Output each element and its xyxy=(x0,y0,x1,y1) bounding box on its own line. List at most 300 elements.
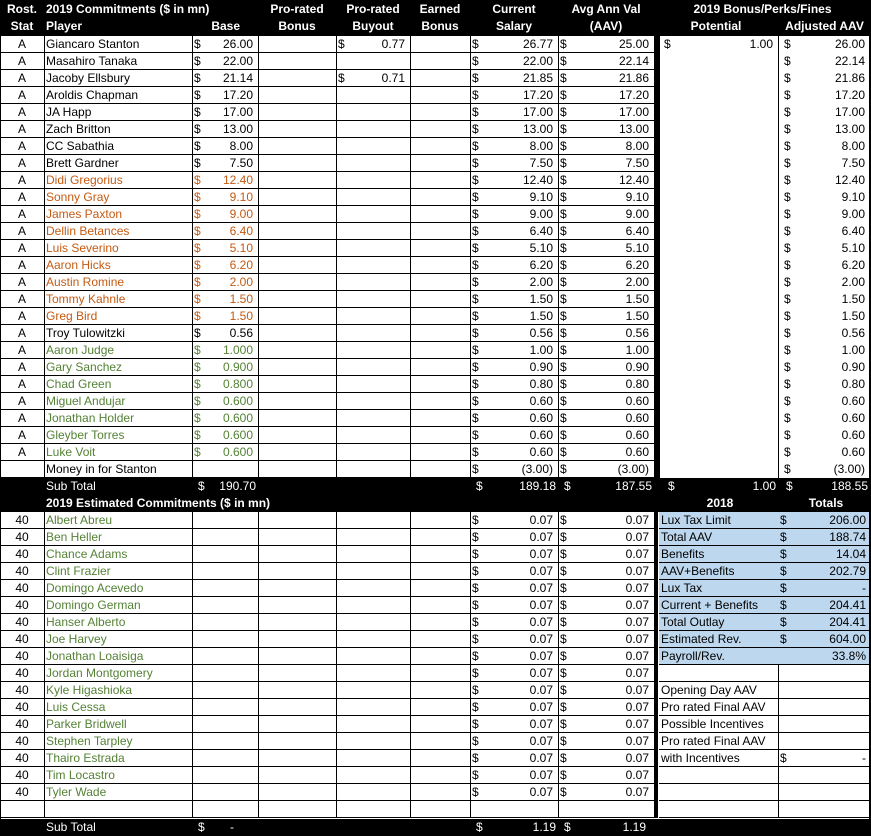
subtotal-2-base: - xyxy=(230,820,234,834)
summary-dollar-sign: $ xyxy=(780,751,787,765)
player-name[interactable]: Albert Abreu xyxy=(46,513,113,527)
subtotal-1-base-dollar: $ xyxy=(198,479,205,493)
aav-value: 0.56 xyxy=(625,326,649,340)
adjusted-aav-value: 0.60 xyxy=(841,394,865,408)
current-salary-value: (3.00) xyxy=(521,462,553,476)
aav-value: 6.20 xyxy=(625,258,649,272)
subtotal-2-aav: 1.19 xyxy=(622,820,646,834)
adj-dollar-sign: $ xyxy=(784,190,791,204)
player-name[interactable]: Giancaro Stanton xyxy=(46,37,140,51)
player-name[interactable]: Tommy Kahnle xyxy=(46,292,126,306)
current-salary-value: 5.10 xyxy=(529,241,553,255)
player-name[interactable]: CC Sabathia xyxy=(46,139,115,153)
aav-dollar-sign: $ xyxy=(560,37,567,51)
aav-value: 5.10 xyxy=(625,241,649,255)
base-dollar-sign: $ xyxy=(194,258,201,272)
summary-value: 204.41 xyxy=(792,614,869,631)
current-salary-value: 0.60 xyxy=(529,445,553,459)
header-adjusted-aav: Adjusted AAV xyxy=(785,19,864,33)
section2-totals: Totals xyxy=(808,496,844,510)
aav-dollar-sign: $ xyxy=(560,530,567,544)
base-dollar-sign: $ xyxy=(194,37,201,51)
aav-dollar-sign: $ xyxy=(560,241,567,255)
player-name[interactable]: Hanser Alberto xyxy=(46,615,126,629)
base-value: 12.40 xyxy=(222,173,253,187)
subtotal-1-aav: 187.55 xyxy=(615,479,652,493)
player-name[interactable]: Jordan Montgomery xyxy=(46,666,153,680)
base-value: 0.900 xyxy=(222,360,253,374)
current-salary-value: 0.07 xyxy=(529,632,553,646)
adjusted-aav-value: 21.86 xyxy=(834,71,865,85)
salary-dollar-sign: $ xyxy=(472,292,479,306)
buyout-dollar-sign: $ xyxy=(338,71,345,85)
aav-value: 12.40 xyxy=(618,173,649,187)
subtotal-2-base-dollar: $ xyxy=(198,820,205,834)
aav-value: 0.07 xyxy=(625,649,649,663)
adj-dollar-sign: $ xyxy=(784,411,791,425)
player-name[interactable]: Money in for Stanton xyxy=(46,462,157,476)
aav-value: 8.00 xyxy=(625,139,649,153)
player-name[interactable]: Gleyber Torres xyxy=(46,428,125,442)
salary-dollar-sign: $ xyxy=(472,173,479,187)
summary-value: 14.04 xyxy=(792,546,869,563)
salary-dollar-sign: $ xyxy=(472,683,479,697)
adj-dollar-sign: $ xyxy=(784,343,791,357)
header-salary: Salary xyxy=(495,19,533,33)
current-salary-value: 8.00 xyxy=(529,139,553,153)
aav-value: 0.07 xyxy=(625,785,649,799)
aav-dollar-sign: $ xyxy=(560,632,567,646)
summary-dollar-sign: $ xyxy=(778,597,792,614)
player-name[interactable]: Austin Romine xyxy=(46,275,125,289)
adjusted-aav-value: 8.00 xyxy=(841,139,865,153)
aav-value: 0.07 xyxy=(625,632,649,646)
player-name[interactable]: JA Happ xyxy=(46,105,92,119)
summary-dollar-sign xyxy=(778,733,792,750)
right-separator xyxy=(654,36,659,512)
player-name[interactable]: Jonathan Loaisiga xyxy=(46,649,144,663)
subtotal-1-adj-dollar: $ xyxy=(786,479,793,493)
player-name[interactable]: Gary Sanchez xyxy=(46,360,123,374)
aav-value: 0.07 xyxy=(625,598,649,612)
aav-value: 25.00 xyxy=(618,37,649,51)
column-rule xyxy=(778,36,779,478)
salary-dollar-sign: $ xyxy=(472,768,479,782)
adj-dollar-sign: $ xyxy=(784,88,791,102)
base-value: 9.10 xyxy=(229,190,253,204)
salary-dollar-sign: $ xyxy=(472,105,479,119)
header-potential: Potential xyxy=(690,19,742,33)
aav-dollar-sign: $ xyxy=(560,717,567,731)
adjusted-aav-value: 0.60 xyxy=(841,445,865,459)
base-value: 8.00 xyxy=(229,139,253,153)
adj-dollar-sign: $ xyxy=(784,241,791,255)
base-value: 26.00 xyxy=(222,37,253,51)
base-dollar-sign: $ xyxy=(194,377,201,391)
roster-stat: A xyxy=(17,275,26,289)
player-name[interactable]: Miguel Andujar xyxy=(46,394,126,408)
base-value: 17.00 xyxy=(222,105,253,119)
aav-value: 0.07 xyxy=(625,734,649,748)
salary-dollar-sign: $ xyxy=(472,615,479,629)
roster-stat: A xyxy=(17,241,26,255)
roster-stat: A xyxy=(17,173,26,187)
salary-dollar-sign: $ xyxy=(472,343,479,357)
summary-value xyxy=(792,716,869,733)
left-edge-rule xyxy=(0,36,1,836)
player-name[interactable]: Domingo Acevedo xyxy=(46,581,144,595)
adjusted-aav-value: 1.00 xyxy=(841,343,865,357)
roster-stat: 40 xyxy=(15,649,29,663)
base-dollar-sign: $ xyxy=(194,428,201,442)
current-salary-value: 0.07 xyxy=(529,530,553,544)
aav-dollar-sign: $ xyxy=(560,207,567,221)
aav-dollar-sign: $ xyxy=(560,156,567,170)
player-name[interactable]: Jacoby Ellsbury xyxy=(46,71,131,85)
adjusted-aav-value: 17.20 xyxy=(834,88,865,102)
summary-separator xyxy=(654,512,658,818)
player-name[interactable]: Aaron Hicks xyxy=(46,258,111,272)
salary-dollar-sign: $ xyxy=(472,649,479,663)
aav-value: 0.07 xyxy=(625,666,649,680)
summary-dollar-sign xyxy=(778,648,792,665)
player-name[interactable]: Luis Severino xyxy=(46,241,119,255)
current-salary-value: 17.20 xyxy=(522,88,553,102)
summary-value xyxy=(792,699,869,716)
summary-label: Pro rated Final AAV xyxy=(661,734,766,748)
salary-dollar-sign: $ xyxy=(472,377,479,391)
summary-label: Total Outlay xyxy=(659,614,778,631)
current-salary-value: 0.07 xyxy=(529,734,553,748)
adjusted-aav-value: 1.50 xyxy=(841,309,865,323)
adjusted-aav-value: 0.60 xyxy=(841,411,865,425)
player-name[interactable]: Troy Tulowitzki xyxy=(46,326,125,340)
summary-dollar-sign: $ xyxy=(778,631,792,648)
adj-dollar-sign: $ xyxy=(784,105,791,119)
aav-value: 2.00 xyxy=(625,275,649,289)
roster-stat: 40 xyxy=(15,700,29,714)
summary-label xyxy=(659,801,778,818)
salary-dollar-sign: $ xyxy=(472,751,479,765)
subtotal-1-adj: 188.55 xyxy=(831,479,868,493)
header-prorated-1: Pro-rated xyxy=(270,2,324,16)
current-salary-value: 0.07 xyxy=(529,598,553,612)
row-rule xyxy=(0,817,654,818)
aav-dollar-sign: $ xyxy=(560,71,567,85)
summary-dollar-sign xyxy=(778,665,792,682)
roster-stat: 40 xyxy=(15,666,29,680)
current-salary-value: 21.85 xyxy=(522,71,553,85)
summary-dollar-sign: $ xyxy=(778,614,792,631)
aav-value: 0.07 xyxy=(625,581,649,595)
salary-dollar-sign: $ xyxy=(472,700,479,714)
player-name[interactable]: Stephen Tarpley xyxy=(46,734,133,748)
adjusted-aav-value: 26.00 xyxy=(834,37,865,51)
column-rule xyxy=(410,512,411,818)
current-salary-value: 0.07 xyxy=(529,649,553,663)
salary-dollar-sign: $ xyxy=(472,156,479,170)
salary-dollar-sign: $ xyxy=(472,241,479,255)
aav-dollar-sign: $ xyxy=(560,649,567,663)
summary-label: Lux Tax Limit xyxy=(659,512,778,529)
player-name[interactable]: Tim Locastro xyxy=(46,768,115,782)
subtotal-2-label: Sub Total xyxy=(46,820,96,834)
summary-value: - xyxy=(862,751,866,765)
base-dollar-sign: $ xyxy=(194,88,201,102)
roster-stat: A xyxy=(17,428,26,442)
roster-stat: 40 xyxy=(15,717,29,731)
roster-stat: A xyxy=(17,377,26,391)
aav-value: 0.07 xyxy=(625,683,649,697)
base-dollar-sign: $ xyxy=(194,173,201,187)
salary-dollar-sign: $ xyxy=(472,411,479,425)
summary-dollar-sign xyxy=(778,801,792,818)
adj-dollar-sign: $ xyxy=(784,224,791,238)
base-value: 2.00 xyxy=(229,275,253,289)
base-value: 5.10 xyxy=(229,241,253,255)
player-name[interactable]: Aroldis Chapman xyxy=(46,88,139,102)
player-name[interactable]: Brett Gardner xyxy=(46,156,119,170)
adj-dollar-sign: $ xyxy=(784,377,791,391)
current-salary-value: 1.50 xyxy=(529,292,553,306)
roster-stat: 40 xyxy=(15,632,29,646)
aav-value: 0.60 xyxy=(625,394,649,408)
adj-dollar-sign: $ xyxy=(784,54,791,68)
aav-dollar-sign: $ xyxy=(560,139,567,153)
player-name[interactable]: Sonny Gray xyxy=(46,190,110,204)
adj-dollar-sign: $ xyxy=(784,173,791,187)
current-salary-value: 0.07 xyxy=(529,751,553,765)
summary-label: AAV+Benefits xyxy=(659,563,778,580)
subtotal-1-salary-dollar: $ xyxy=(476,479,483,493)
summary-label: with Incentives xyxy=(661,751,740,765)
roster-stat: A xyxy=(17,445,26,459)
aav-value: 7.50 xyxy=(625,156,649,170)
base-dollar-sign: $ xyxy=(194,326,201,340)
subtotal-row-1 xyxy=(0,478,871,495)
summary-dollar-sign xyxy=(778,784,792,801)
adj-dollar-sign: $ xyxy=(784,156,791,170)
current-salary-value: 2.00 xyxy=(529,275,553,289)
aav-dollar-sign: $ xyxy=(560,343,567,357)
salary-dollar-sign: $ xyxy=(472,734,479,748)
summary-label xyxy=(659,784,778,801)
summary-label: Lux Tax xyxy=(659,580,778,597)
subtotal-1-label: Sub Total xyxy=(46,479,96,493)
roster-stat: A xyxy=(17,139,26,153)
roster-stat: A xyxy=(17,105,26,119)
salary-dollar-sign: $ xyxy=(472,122,479,136)
aav-dollar-sign: $ xyxy=(560,700,567,714)
aav-value: 0.80 xyxy=(625,377,649,391)
aav-dollar-sign: $ xyxy=(560,547,567,561)
player-name[interactable]: Aaron Judge xyxy=(46,343,115,357)
aav-dollar-sign: $ xyxy=(560,445,567,459)
player-name[interactable]: Dellin Betances xyxy=(46,224,130,238)
salary-dollar-sign: $ xyxy=(472,394,479,408)
section2-year: 2018 xyxy=(706,496,734,510)
aav-dollar-sign: $ xyxy=(560,513,567,527)
aav-value: 0.07 xyxy=(625,751,649,765)
base-value: 6.20 xyxy=(229,258,253,272)
player-name[interactable]: Clint Frazier xyxy=(46,564,111,578)
adjusted-aav-value: 0.60 xyxy=(841,428,865,442)
base-dollar-sign: $ xyxy=(194,275,201,289)
base-dollar-sign: $ xyxy=(194,411,201,425)
current-salary-value: 12.40 xyxy=(522,173,553,187)
current-salary-value: 0.56 xyxy=(529,326,553,340)
roster-stat: A xyxy=(17,54,26,68)
summary-value: 188.74 xyxy=(792,529,869,546)
roster-stat xyxy=(0,461,44,478)
summary-value xyxy=(792,665,869,682)
player-name[interactable]: Tyler Wade xyxy=(46,785,107,799)
aav-dollar-sign: $ xyxy=(560,292,567,306)
aav-dollar-sign: $ xyxy=(560,54,567,68)
adj-dollar-sign: $ xyxy=(784,139,791,153)
aav-value: 0.07 xyxy=(625,768,649,782)
current-salary-value: 0.07 xyxy=(529,666,553,680)
base-value: 0.56 xyxy=(229,326,253,340)
player-name[interactable]: Domingo German xyxy=(46,598,141,612)
buyout-dollar-sign: $ xyxy=(338,37,345,51)
salary-dollar-sign: $ xyxy=(472,717,479,731)
player-name[interactable]: Chad Green xyxy=(46,377,112,391)
aav-dollar-sign: $ xyxy=(560,258,567,272)
current-salary-value: 0.07 xyxy=(529,513,553,527)
salary-dollar-sign: $ xyxy=(472,139,479,153)
player-name[interactable]: Ben Heller xyxy=(46,530,103,544)
adj-dollar-sign: $ xyxy=(784,428,791,442)
summary-label xyxy=(659,665,778,682)
base-dollar-sign: $ xyxy=(194,241,201,255)
base-dollar-sign: $ xyxy=(194,139,201,153)
adj-dollar-sign: $ xyxy=(784,462,791,476)
base-dollar-sign: $ xyxy=(194,394,201,408)
adj-dollar-sign: $ xyxy=(784,275,791,289)
current-salary-value: 0.07 xyxy=(529,615,553,629)
summary-label: Possible Incentives xyxy=(661,717,764,731)
player-name[interactable]: James Paxton xyxy=(46,207,123,221)
player-name[interactable]: Didi Gregorius xyxy=(46,173,123,187)
base-dollar-sign: $ xyxy=(194,190,201,204)
summary-value: 202.79 xyxy=(792,563,869,580)
summary-value xyxy=(792,733,869,750)
player-name[interactable]: Jonathan Holder xyxy=(46,411,135,425)
salary-dollar-sign: $ xyxy=(472,360,479,374)
summary-dollar-sign: $ xyxy=(778,563,792,580)
aav-value: 0.07 xyxy=(625,513,649,527)
base-value: 0.600 xyxy=(222,411,253,425)
current-salary-value: 1.50 xyxy=(529,309,553,323)
player-name[interactable]: Masahiro Tanaka xyxy=(46,54,138,68)
player-name[interactable]: Kyle Higashioka xyxy=(46,683,133,697)
roster-stat: A xyxy=(17,394,26,408)
salary-dollar-sign: $ xyxy=(472,309,479,323)
subtotal-1-base: 190.70 xyxy=(219,479,256,493)
player-name[interactable]: Luke Voit xyxy=(46,445,96,459)
aav-dollar-sign: $ xyxy=(560,275,567,289)
base-dollar-sign: $ xyxy=(194,309,201,323)
adjusted-aav-value: 1.50 xyxy=(841,292,865,306)
player-name[interactable] xyxy=(44,801,192,818)
base-dollar-sign: $ xyxy=(194,343,201,357)
summary-row-rule xyxy=(659,817,871,818)
roster-stat: 40 xyxy=(15,785,29,799)
player-name[interactable]: Chance Adams xyxy=(46,547,128,561)
player-name[interactable]: Zach Britton xyxy=(46,122,111,136)
salary-dollar-sign: $ xyxy=(472,326,479,340)
adj-dollar-sign: $ xyxy=(784,445,791,459)
base-value: 1.000 xyxy=(222,343,253,357)
adjusted-aav-value: 5.10 xyxy=(841,241,865,255)
current-salary-value: 1.00 xyxy=(529,343,553,357)
aav-dollar-sign: $ xyxy=(560,360,567,374)
aav-dollar-sign: $ xyxy=(560,751,567,765)
salary-dollar-sign: $ xyxy=(472,190,479,204)
roster-stat: 40 xyxy=(15,615,29,629)
salary-dollar-sign: $ xyxy=(472,598,479,612)
aav-value: 0.60 xyxy=(625,445,649,459)
aav-value: 0.07 xyxy=(625,615,649,629)
player-name[interactable]: Thairo Estrada xyxy=(46,751,125,765)
aav-value: 1.50 xyxy=(625,309,649,323)
current-salary-value: 6.20 xyxy=(529,258,553,272)
base-dollar-sign: $ xyxy=(194,224,201,238)
salary-dollar-sign: $ xyxy=(472,564,479,578)
aav-value: 1.00 xyxy=(625,343,649,357)
salary-dollar-sign: $ xyxy=(472,462,479,476)
salary-dollar-sign: $ xyxy=(472,207,479,221)
summary-label xyxy=(659,767,778,784)
current-salary-value: 6.40 xyxy=(529,224,553,238)
aav-value: 17.20 xyxy=(618,88,649,102)
summary-value: 33.8% xyxy=(792,648,869,665)
roster-stat: A xyxy=(17,343,26,357)
salary-dollar-sign: $ xyxy=(472,428,479,442)
aav-dollar-sign: $ xyxy=(560,564,567,578)
summary-dollar-sign: $ xyxy=(778,580,792,597)
base-dollar-sign: $ xyxy=(194,54,201,68)
adj-dollar-sign: $ xyxy=(784,360,791,374)
roster-stat: A xyxy=(17,224,26,238)
player-name[interactable]: Greg Bird xyxy=(46,309,98,323)
player-name[interactable]: Luis Cessa xyxy=(46,700,106,714)
player-name[interactable]: Parker Bridwell xyxy=(46,717,127,731)
adj-dollar-sign: $ xyxy=(784,258,791,272)
roster-stat: 40 xyxy=(15,530,29,544)
aav-dollar-sign: $ xyxy=(560,173,567,187)
salary-dollar-sign: $ xyxy=(472,258,479,272)
subtotal-2-aav-dollar: $ xyxy=(564,820,571,834)
summary-label: Benefits xyxy=(659,546,778,563)
player-name[interactable]: Joe Harvey xyxy=(46,632,107,646)
adjusted-aav-value: 13.00 xyxy=(834,122,865,136)
current-salary-value: 0.90 xyxy=(529,360,553,374)
summary-value: 206.00 xyxy=(792,512,869,529)
current-salary-value: 0.07 xyxy=(529,785,553,799)
salary-dollar-sign: $ xyxy=(472,37,479,51)
header-prorated-2: Pro-rated xyxy=(346,2,400,16)
salary-dollar-sign: $ xyxy=(472,54,479,68)
aav-value: 0.07 xyxy=(625,547,649,561)
adjusted-aav-value: 12.40 xyxy=(834,173,865,187)
aav-dollar-sign: $ xyxy=(560,377,567,391)
summary-value xyxy=(792,801,869,818)
aav-dollar-sign: $ xyxy=(560,190,567,204)
salary-dollar-sign: $ xyxy=(472,547,479,561)
base-value: 0.600 xyxy=(222,394,253,408)
